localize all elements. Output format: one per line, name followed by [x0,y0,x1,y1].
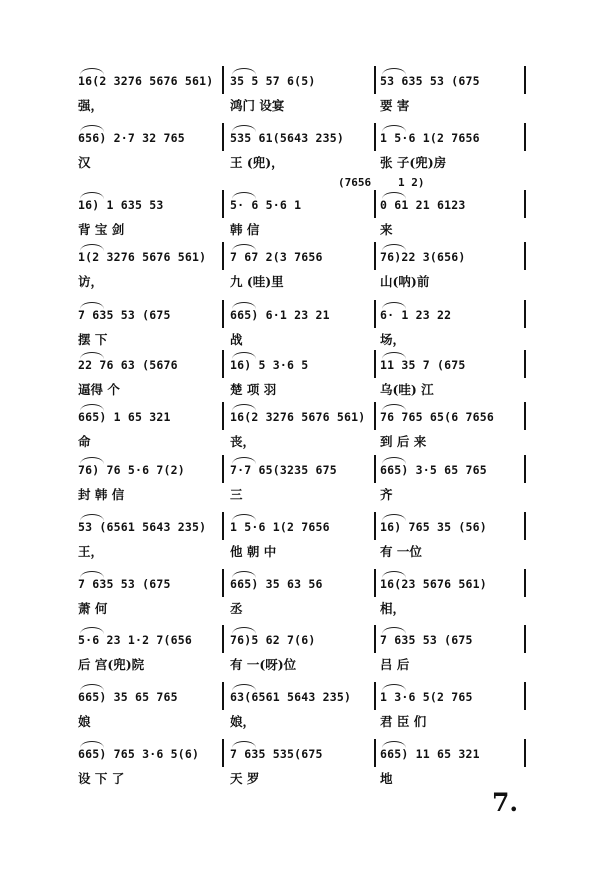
barline [524,569,526,597]
notation: 16) 1 635 53 [78,198,164,212]
lyric: 君 臣 们 [380,714,427,729]
notation: 53 635 53 (675 [380,74,480,88]
lyric: 娘 [78,714,91,729]
lyric: 韩 信 [230,222,260,237]
notation: 6· 1 23 22 [380,308,452,322]
notation: 53 (6561 5643 235) [78,520,207,534]
barline [222,625,224,653]
lyric: 汉 [78,155,91,170]
lyric: 场， [380,332,406,347]
barline [374,402,376,430]
lyric: 九 (哇)里 [230,274,284,289]
barline [524,512,526,540]
notation: 22 76 63 (5676 [78,358,178,372]
barline [374,739,376,767]
barline [524,66,526,94]
lyric: 丧， [230,434,256,449]
notation: 16(23 5676 561) [380,577,487,591]
notation: 16(2 3276 5676 561) [230,410,366,424]
barline [222,455,224,483]
barline [524,123,526,151]
notation: 1 3·6 5(2 765 [380,690,473,704]
lyric: 后 宫(兜)院 [78,657,145,672]
barline [374,569,376,597]
lyric: 楚 项 羽 [230,382,277,397]
lyric: 娘， [230,714,256,729]
lyric: 相， [380,601,406,616]
above-system-annotation-right: 1 2) [398,176,425,189]
barline [524,739,526,767]
lyric: 吕 后 [380,657,410,672]
barline [222,300,224,328]
lyric: 战 [230,332,243,347]
above-system-annotation-left: (7656 [338,176,372,189]
notation: 665) 3·5 65 765 [380,463,487,477]
notation: 535 61(5643 235) [230,131,344,145]
lyric: 张 子(兜)房 [380,155,447,170]
barline [222,402,224,430]
barline [222,569,224,597]
lyric: 鸿门 设宴 [230,98,285,113]
lyric: 封 韩 信 [78,487,125,502]
notation: 1(2 3276 5676 561) [78,250,207,264]
notation: 1 5·6 1(2 7656 [380,131,480,145]
barline [222,739,224,767]
barline [524,190,526,218]
notation: 16) 765 35 (56) [380,520,487,534]
notation: 16) 5 3·6 5 [230,358,309,372]
lyric: 来 [380,222,393,237]
barline [524,682,526,710]
lyric: 要 害 [380,98,410,113]
notation: 665) 1 65 321 [78,410,171,424]
barline [374,512,376,540]
lyric: 王， [78,544,104,559]
barline [374,455,376,483]
notation: 76 765 65(6 7656 [380,410,494,424]
lyric: 摆 下 [78,332,108,347]
barline [222,66,224,94]
notation: 76)5 62 7(6) [230,633,316,647]
lyric: 到 后 来 [380,434,427,449]
barline [222,123,224,151]
notation: 16(2 3276 5676 561) [78,74,214,88]
lyric: 齐 [380,487,393,502]
notation: 5·6 23 1·2 7(656 [78,633,192,647]
lyric: 丞 [230,601,243,616]
lyric: 他 朝 中 [230,544,277,559]
barline [374,625,376,653]
notation: 7 635 535(675 [230,747,323,761]
barline [374,300,376,328]
lyric: 地 [380,771,393,786]
barline [222,682,224,710]
barline [524,350,526,378]
barline [222,512,224,540]
lyric: 命 [78,434,91,449]
notation: 7 67 2(3 7656 [230,250,323,264]
barline [524,402,526,430]
notation: 0 61 21 6123 [380,198,466,212]
lyric: 逼得 个 [78,382,120,397]
lyric: 有 一(呀)位 [230,657,297,672]
lyric: 背 宝 剑 [78,222,125,237]
notation: 7 635 53 (675 [78,308,171,322]
notation: 76) 76 5·6 7(2) [78,463,185,477]
lyric: 访， [78,274,104,289]
barline [374,66,376,94]
lyric: 有 一位 [380,544,422,559]
lyric: 山(呐)前 [380,274,430,289]
barline [374,682,376,710]
lyric: 三 [230,487,243,502]
notation: 1 5·6 1(2 7656 [230,520,330,534]
barline [374,242,376,270]
lyric: 强， [78,98,104,113]
barline [222,350,224,378]
notation: 665) 6·1 23 21 [230,308,330,322]
lyric: 设 下 了 [78,771,125,786]
barline [222,242,224,270]
barline [222,190,224,218]
barline [524,455,526,483]
notation: 665) 35 65 765 [78,690,178,704]
notation: 656) 2·7 32 765 [78,131,185,145]
notation: 11 35 7 (675 [380,358,466,372]
lyric: 王 (兜)， [230,155,284,170]
barline [374,190,376,218]
notation: 665) 35 63 56 [230,577,323,591]
lyric: 萧 何 [78,601,108,616]
notation: 5· 6 5·6 1 [230,198,302,212]
barline [524,242,526,270]
barline [524,300,526,328]
page-number: 7. [492,788,519,817]
barline [374,350,376,378]
notation: 7·7 65(3235 675 [230,463,337,477]
notation: 665) 11 65 321 [380,747,480,761]
notation: 35 5 57 6(5) [230,74,316,88]
lyric: 天 罗 [230,771,260,786]
lyric: 乌(哇) 江 [380,382,434,397]
barline [374,123,376,151]
notation: 7 635 53 (675 [380,633,473,647]
notation: 665) 765 3·6 5(6) [78,747,200,761]
barline [524,625,526,653]
notation: 63(6561 5643 235) [230,690,352,704]
notation: 7 635 53 (675 [78,577,171,591]
notation: 76)22 3(656) [380,250,466,264]
